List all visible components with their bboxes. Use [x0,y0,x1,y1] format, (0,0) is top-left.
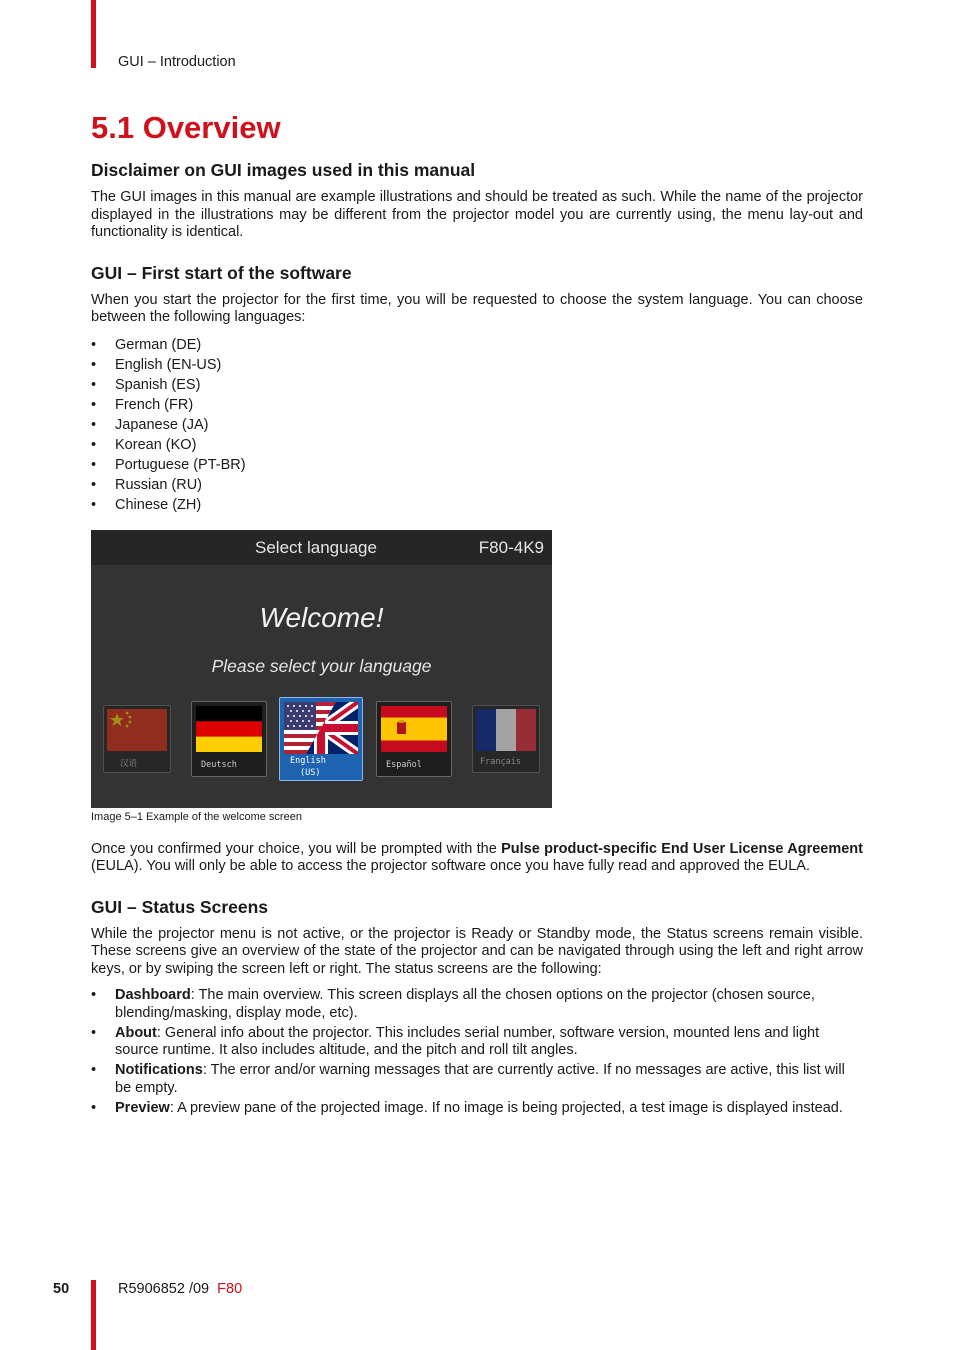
eula-paragraph [91,841,863,876]
item-text: : The main overview. This screen displays all the chosen options on the projector (chosen source, blending/masking, display mode, etc). [115,987,815,1021]
list-item [91,455,863,475]
language-name: Russian (RU) [115,476,203,493]
welcome-heading: Welcome! [259,601,384,633]
bullet: • [91,1024,97,1041]
item-term: Dashboard [115,987,191,1003]
section-title: 5.1 Overview [91,110,281,145]
list-item [91,415,863,435]
language-prompt: Please select your language [211,655,432,676]
list-item [91,375,863,395]
list-item [91,475,863,495]
item-text: : General info about the projector. This includes serial number, software version, mounted lens and light source runtime. It also includes altitude, and the pitch and roll tilt angles. [115,1024,820,1058]
spain-flag-icon [381,706,447,752]
bullet: • [91,987,97,1003]
page-number: 50 [53,1281,70,1297]
list-item [91,1062,863,1097]
tile-label: Français [480,756,521,767]
language-tile-chinese[interactable] [103,705,171,773]
item-term: Preview [115,1099,170,1116]
first-start-paragraph: When you start the projector for the first time, you will be requested to choose the system language. You can choose between the following languages: [91,291,863,325]
footer-doc-info [118,1281,242,1297]
language-name: Portuguese (PT-BR) [115,456,246,473]
footer-model: F80 [217,1281,243,1297]
running-header: GUI – Introduction [118,54,236,70]
us-uk-flag-icon [284,702,358,754]
language-tile-spanish[interactable] [376,701,452,777]
list-item [91,335,863,355]
eula-text-start: Once you confirmed your choice, you will be prompted with the [91,840,502,857]
language-tile-german[interactable] [191,701,267,777]
projector-model: F80-4K9 [478,537,544,557]
bullet: • [91,476,97,493]
list-item [91,1025,863,1060]
list-item [91,435,863,455]
bullet: • [91,416,97,433]
footer-accent-bar [91,1280,96,1350]
list-item [91,987,863,1022]
language-list [91,335,863,515]
figure-caption: Image 5–1 Example of the welcome screen [91,810,302,823]
disclaimer-paragraph: The GUI images in this manual are example illustrations and should be treated as such. While the name of the projector displayed in the illustrations may be different from the projector model you are currently using, the menu lay-out and functionality is identical. [91,189,863,240]
bullet: • [91,456,97,473]
language-name: Chinese (ZH) [115,496,202,513]
tile-label: Deutsch [201,759,237,770]
first-start-heading: GUI – First start of the software [91,262,352,283]
screen-title-bar [91,530,552,565]
bullet: • [91,336,97,353]
bullet: • [91,436,97,453]
china-flag-icon [107,709,167,751]
france-flag-icon [476,709,536,751]
germany-flag-icon [196,706,262,752]
language-name: Korean (KO) [115,436,197,453]
language-name: English (EN-US) [115,356,222,373]
language-name: Spanish (ES) [115,376,201,393]
tile-label: (US) [300,767,321,778]
item-text: : The error and/or warning messages that are currently active. If no messages are active, this list will be empty. [115,1062,845,1096]
language-tile-english[interactable] [279,697,363,781]
screen-title: Select language [255,537,377,557]
doc-id: R5906852 /09 [118,1281,210,1297]
list-item [91,355,863,375]
language-name: French (FR) [115,396,194,413]
item-term: About [115,1024,157,1041]
status-screens-list [91,987,863,1117]
tile-label: English [290,755,326,766]
bullet: • [91,356,97,373]
header-accent-bar [91,0,96,68]
list-item [91,395,863,415]
status-screens-paragraph: While the projector menu is not active, or the projector is Ready or Standby mode, the Status screens remain visible. These screens give an overview of the state of the projector and can be navigated through using the left and right arrow keys, or by swiping the screen left or right. The status screens are the following: [91,925,863,977]
bullet: • [91,1099,97,1116]
tile-label: 汉语 [120,758,138,769]
item-text: : A preview pane of the projected image. If no image is being projected, a test image is displayed instead. [169,1099,843,1116]
list-item [91,1100,863,1118]
language-tile-french[interactable] [472,705,540,773]
welcome-screen-figure [91,530,552,808]
page-content [91,108,863,1120]
item-term: Notifications [115,1062,203,1078]
bullet: • [91,376,97,393]
bullet: • [91,1062,97,1078]
language-name: German (DE) [115,336,202,353]
list-item [91,495,863,515]
language-name: Japanese (JA) [115,416,209,433]
bullet: • [91,496,97,513]
bullet: • [91,396,97,413]
tile-label: Español [386,759,422,770]
eula-text-end: (EULA). You will only be able to access the projector software once you have fully read and approved the EULA. [91,858,810,874]
eula-name: Pulse product-specific End User License Agreement [501,840,863,857]
disclaimer-heading: Disclaimer on GUI images used in this manual [91,160,476,180]
status-screens-heading: GUI – Status Screens [91,896,269,917]
